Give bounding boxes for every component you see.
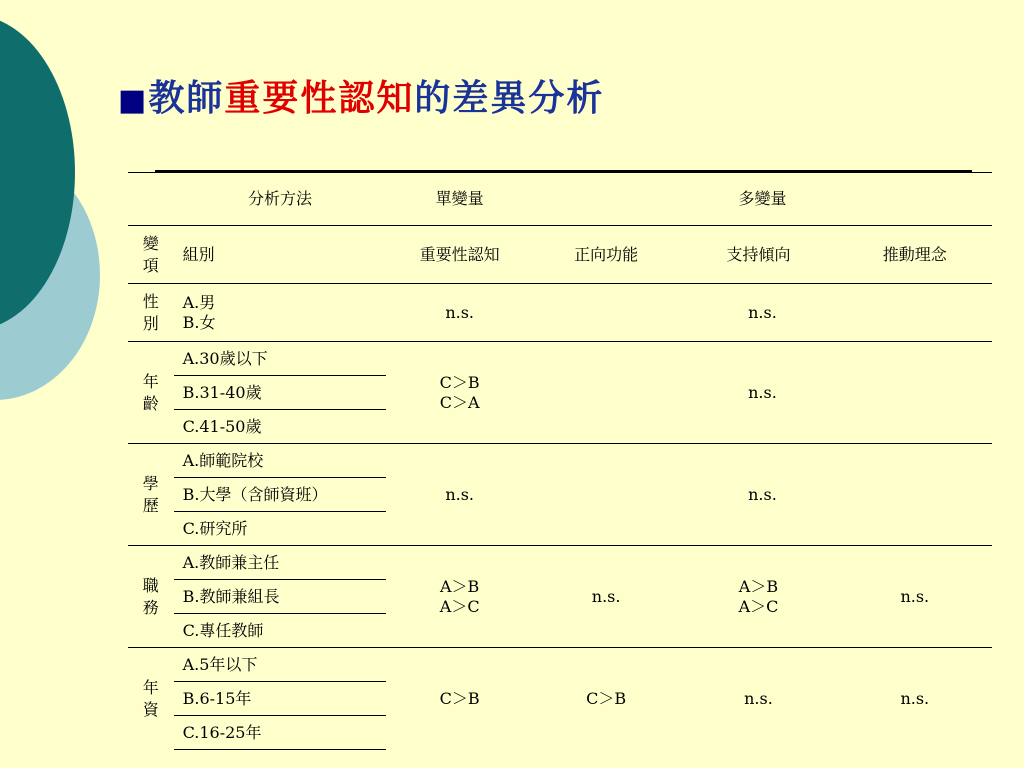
result-cell: n.s. [838, 546, 992, 648]
header-promotion-concept: 推動理念 [838, 226, 992, 284]
table-header-row-variables [128, 226, 992, 284]
group-label: B.31-40歲 [174, 376, 387, 410]
table-row-education [128, 444, 992, 478]
header-multivariate: 多變量 [533, 173, 992, 226]
group-label: C.41-50歲 [174, 410, 387, 444]
category-position: 職 務 [128, 546, 174, 648]
group-label: A.5年以下 [174, 648, 387, 682]
header-method: 分析方法 [174, 173, 387, 226]
group-label: B.教師兼組長 [174, 580, 387, 614]
category-education: 學 歷 [128, 444, 174, 546]
group-label: B.大學（含師資班） [174, 478, 387, 512]
group-label: C.16-25年 [174, 716, 387, 750]
group-label: A.30歲以下 [174, 342, 387, 376]
group-label: C.專任教師 [174, 614, 387, 648]
category-gender: 性 別 [128, 284, 174, 342]
result-cell: n.s. [838, 648, 992, 750]
table-row-gender [128, 284, 992, 342]
group-label: C.研究所 [174, 512, 387, 546]
result-cell: C＞B C＞A [386, 342, 532, 444]
result-cell: C＞B [386, 648, 532, 750]
table-row-seniority [128, 648, 992, 682]
group-label: A.教師兼主任 [174, 546, 387, 580]
header-univariate: 單變量 [386, 173, 532, 226]
table-row-age [128, 342, 992, 376]
result-cell: C＞B [533, 648, 679, 750]
result-cell-multivariate: n.s. [533, 444, 992, 546]
header-group: 組別 [174, 226, 387, 284]
category-age: 年 齡 [128, 342, 174, 444]
result-cell-multivariate: n.s. [533, 284, 992, 342]
result-cell: n.s. [679, 648, 837, 750]
group-label: B.6-15年 [174, 682, 387, 716]
result-cell: A＞B A＞C [679, 546, 837, 648]
analysis-table [128, 172, 992, 750]
result-cell-multivariate: n.s. [533, 342, 992, 444]
group-label: B.女 [182, 312, 216, 332]
group-label: A.師範院校 [174, 444, 387, 478]
title-part-analysis: 的差異分析 [414, 77, 605, 119]
title-part-teacher: 教師 [148, 77, 225, 119]
result-cell: A＞B A＞C [386, 546, 532, 648]
result-cell: n.s. [386, 444, 532, 546]
table-row-position [128, 546, 992, 580]
header-positive-function: 正向功能 [533, 226, 679, 284]
category-seniority: 年 資 [128, 648, 174, 750]
group-cell [174, 284, 387, 342]
title-part-importance: 重要性認知 [224, 77, 415, 119]
group-label: A.男 [182, 292, 216, 312]
square-bullet-icon: ■ [118, 83, 149, 118]
table-header-row-method [128, 173, 992, 226]
result-cell: n.s. [533, 546, 679, 648]
header-support-tendency: 支持傾向 [679, 226, 837, 284]
slide-title [118, 72, 604, 127]
header-variable: 變 項 [128, 226, 174, 284]
header-importance: 重要性認知 [386, 226, 532, 284]
result-cell: n.s. [386, 284, 532, 342]
